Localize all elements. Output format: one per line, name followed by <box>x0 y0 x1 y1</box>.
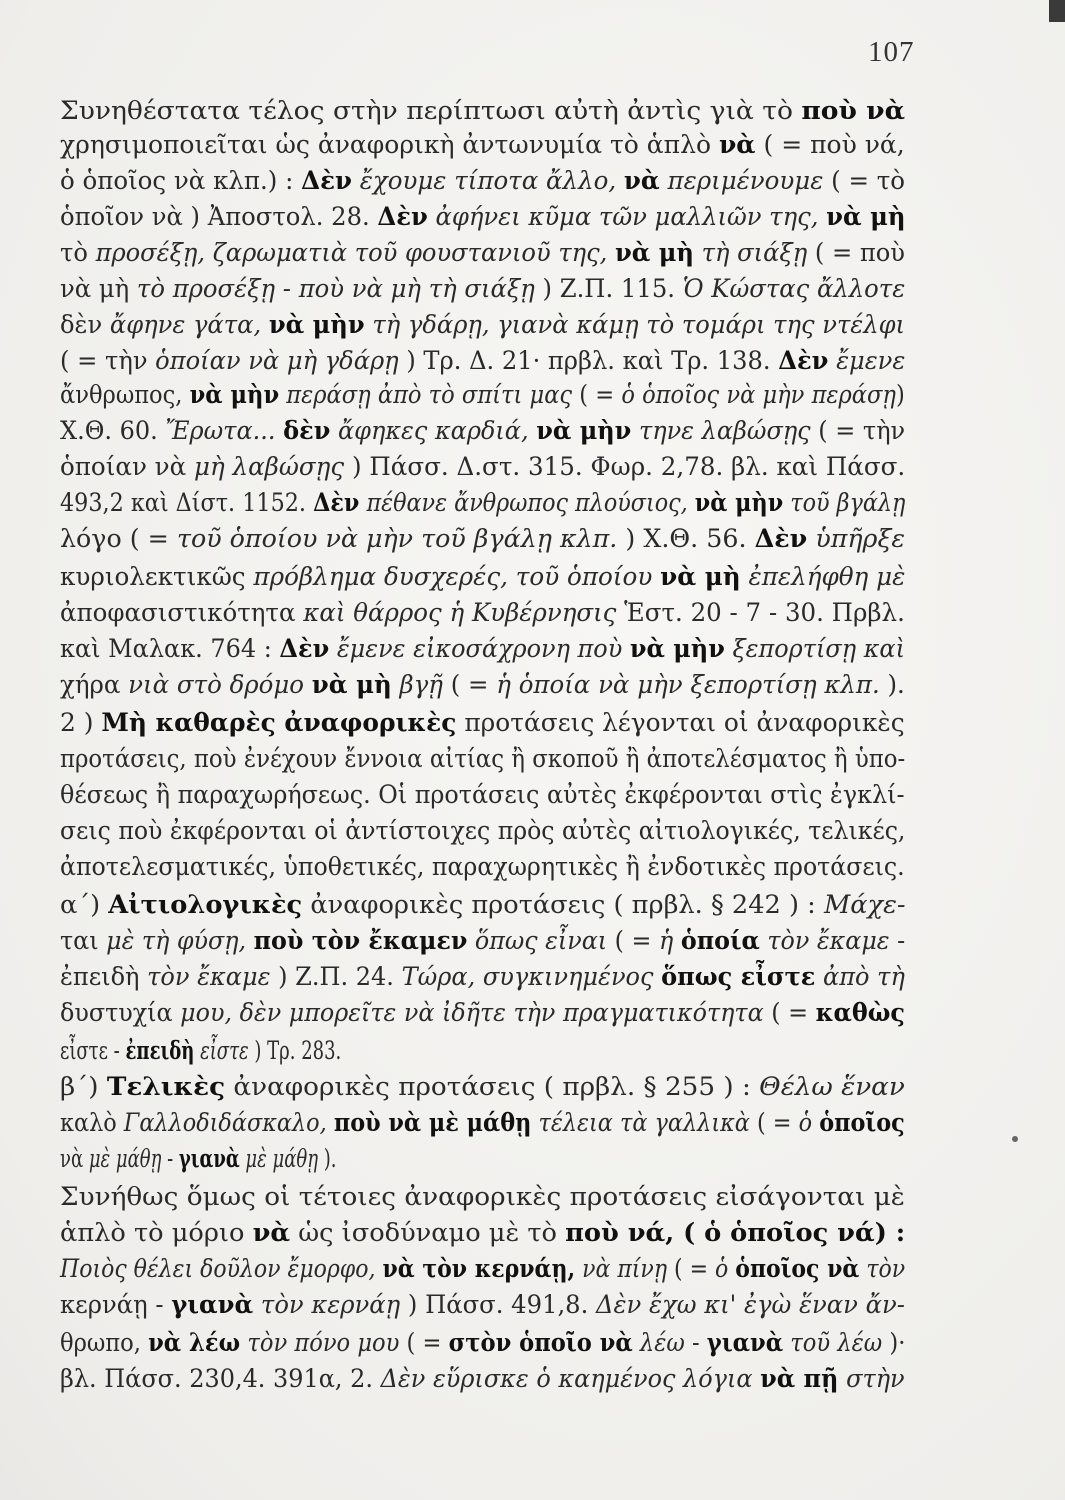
page-number: 107 <box>868 36 915 68</box>
text-line: ἀποφασιστικότητα καὶ θάρρος ἡ Κυβέρνησις Ἑστ. 20 - 7 - 30. Πρβλ. <box>60 598 905 627</box>
text-line: κερνάῃ - γιανὰ τὸν κερνάῃ ) Πάσσ. 491,8. Δὲν ἔχω κι' ἐγὼ ἕναν ἄν- <box>60 1290 905 1319</box>
text-line: β΄) Τελικὲς ἀναφορικὲς προτάσεις ( πρβλ. § 255 ) : Θέλω ἕναν <box>60 1072 905 1101</box>
text-line: θρωπο, νὰ λέω τὸν πόνο μου ( = στὸν ὁποῖο νὰ λέω - γιανὰ τοῦ λέω )· <box>60 1328 906 1357</box>
margin-dot <box>1012 1136 1018 1142</box>
text-line: καὶ Μαλακ. 764 : Δὲν ἔμενε εἰκοσάχρονη ποὺ νὰ μὴν ξεπορτίσῃ καὶ <box>60 634 905 663</box>
text-line: α΄) Αἰτιολογικὲς ἀναφορικὲς προτάσεις ( πρβλ. § 242 ) : Μάχε- <box>60 890 906 919</box>
text-line: Συνήθως ὅμως οἱ τέτοιες ἀναφορικὲς προτάσεις εἰσάγονται μὲ <box>60 1182 905 1211</box>
text-line: 2 ) Μὴ καθαρὲς ἀναφορικὲς προτάσεις λέγονται οἱ ἀναφορικὲς <box>60 708 905 737</box>
text-line: εἶστε - ἐπειδὴ εἶστε ) Τρ. 283. <box>60 1036 342 1065</box>
text-line: καλὸ Γαλλοδιδάσκαλο, ποὺ νὰ μὲ μάθῃ τέλεια τὰ γαλλικὰ ( = ὁ ὁποῖος <box>60 1108 905 1137</box>
text-line: Ποιὸς θέλει δοῦλον ἔμορφο, νὰ τὸν κερνάῃ, νὰ πίνῃ ( = ὁ ὁποῖος νὰ τὸν <box>60 1254 906 1283</box>
text-line: κυριολεκτικῶς πρόβλημα δυσχερές, τοῦ ὁποίου νὰ μὴ ἐπελήφθη μὲ <box>60 562 906 591</box>
text-line: νὰ μὴ τὸ προσέξῃ - ποὺ νὰ μὴ τὴ σιάξῃ ) Ζ.Π. 115. Ὁ Κώστας ἄλλοτε <box>60 274 906 303</box>
text-line: ται μὲ τὴ φύσῃ, ποὺ τὸν ἔκαμεν ὅπως εἶναι ( = ἡ ὁποία τὸν ἔκαμε - <box>60 926 906 955</box>
text-line: ἀποτελεσματικές, ὑποθετικές, παραχωρητικὲς ἢ ἐνδοτικὲς προτάσεις. <box>60 852 905 881</box>
text-line: χήρα νιὰ στὸ δρόμο νὰ μὴ βγῇ ( = ἡ ὁποία νὰ μὴν ξεπορτίσῃ κλπ. ). <box>60 670 905 699</box>
text-line: ἄνθρωπος, νὰ μὴν περάσῃ ἀπὸ τὸ σπίτι μας ( = ὁ ὁποῖος νὰ μὴν περάσῃ) <box>60 380 905 409</box>
text-line: ἐπειδὴ τὸν ἔκαμε ) Ζ.Π. 24. Τώρα, συγκινημένος ὅπως εἶστε ἀπὸ τὴ <box>60 962 905 991</box>
text-line: Χ.Θ. 60. Ἔρωτα... δὲν ἄφηκες καρδιά, νὰ μὴν τηνε λαβώσῃς ( = τὴν <box>60 416 906 445</box>
text-line: σεις ποὺ ἐκφέρονται οἱ ἀντίστοιχες πρὸς αὐτὲς αἰτιολογικές, τελικές, <box>60 816 906 845</box>
text-line: ὁ ὁποῖος νὰ κλπ.) : Δὲν ἔχουμε τίποτα ἄλλο, νὰ περιμένουμε ( = τὸ <box>60 166 906 195</box>
text-line: 493,2 καὶ Δίστ. 1152. Δὲν πέθανε ἄνθρωπος πλούσιος, νὰ μὴν τοῦ βγάλῃ <box>60 488 906 517</box>
text-line: λόγο ( = τοῦ ὁποίου νὰ μὴν τοῦ βγάλῃ κλπ. ) Χ.Θ. 56. Δὲν ὑπῆρξε <box>60 524 905 553</box>
text-line: ἁπλὸ τὸ μόριο νὰ ὡς ἰσοδύναμο μὲ τὸ ποὺ νά, ( ὁ ὁποῖος νά) : <box>60 1218 906 1247</box>
text-line: προτάσεις, ποὺ ἐνέχουν ἔννοια αἰτίας ἢ σκοποῦ ἢ ἀποτελέσματος ἢ ὑπο- <box>60 744 906 773</box>
text-line: χρησιμοποιεῖται ὡς ἀναφορικὴ ἀντωνυμία τὸ ἁπλὸ νὰ ( = ποὺ νά, <box>60 130 905 159</box>
page-edge-mark <box>1049 0 1065 22</box>
text-line: ὁποίαν νὰ μὴ λαβώσῃς ) Πάσσ. Δ.στ. 315. Φωρ. 2,78. βλ. καὶ Πάσσ. <box>60 452 906 481</box>
text-line: θέσεως ἢ παραχωρήσεως. Οἱ προτάσεις αὐτὲς ἐκφέρονται στὶς ἐγκλί- <box>60 780 905 809</box>
text-line: δὲν ἄφηνε γάτα, νὰ μὴν τὴ γδάρῃ, γιανὰ κάμῃ τὸ τομάρι της ντέλφι <box>60 310 906 339</box>
text-line: ὁποῖον νὰ ) Ἀποστολ. 28. Δὲν ἀφήνει κῦμα τῶν μαλλιῶν της, νὰ μὴ <box>60 202 906 231</box>
text-line: βλ. Πάσσ. 230,4. 391α, 2. Δὲν εὕρισκε ὁ καημένος λόγια νὰ πῇ στὴν <box>60 1364 905 1393</box>
text-line: Συνηθέστατα τέλος στὴν περίπτωσι αὐτὴ ἀντὶς γιὰ τὸ ποὺ νὰ <box>60 96 905 125</box>
text-line: νὰ μὲ μάθῃ - γιανὰ μὲ μάθῃ ). <box>60 1144 337 1173</box>
text-line: τὸ προσέξῃ, ζαρωματιὰ τοῦ φουστανιοῦ της, νὰ μὴ τὴ σιάξῃ ( = ποὺ <box>60 238 905 267</box>
text-line: δυστυχία μου, δὲν μπορεῖτε νὰ ἰδῆτε τὴν πραγματικότητα ( = καθὼς <box>60 998 905 1027</box>
text-line: ( = τὴν ὁποίαν νὰ μὴ γδάρῃ ) Τρ. Δ. 21· πρβλ. καὶ Τρ. 138. Δὲν ἔμενε <box>60 346 906 375</box>
